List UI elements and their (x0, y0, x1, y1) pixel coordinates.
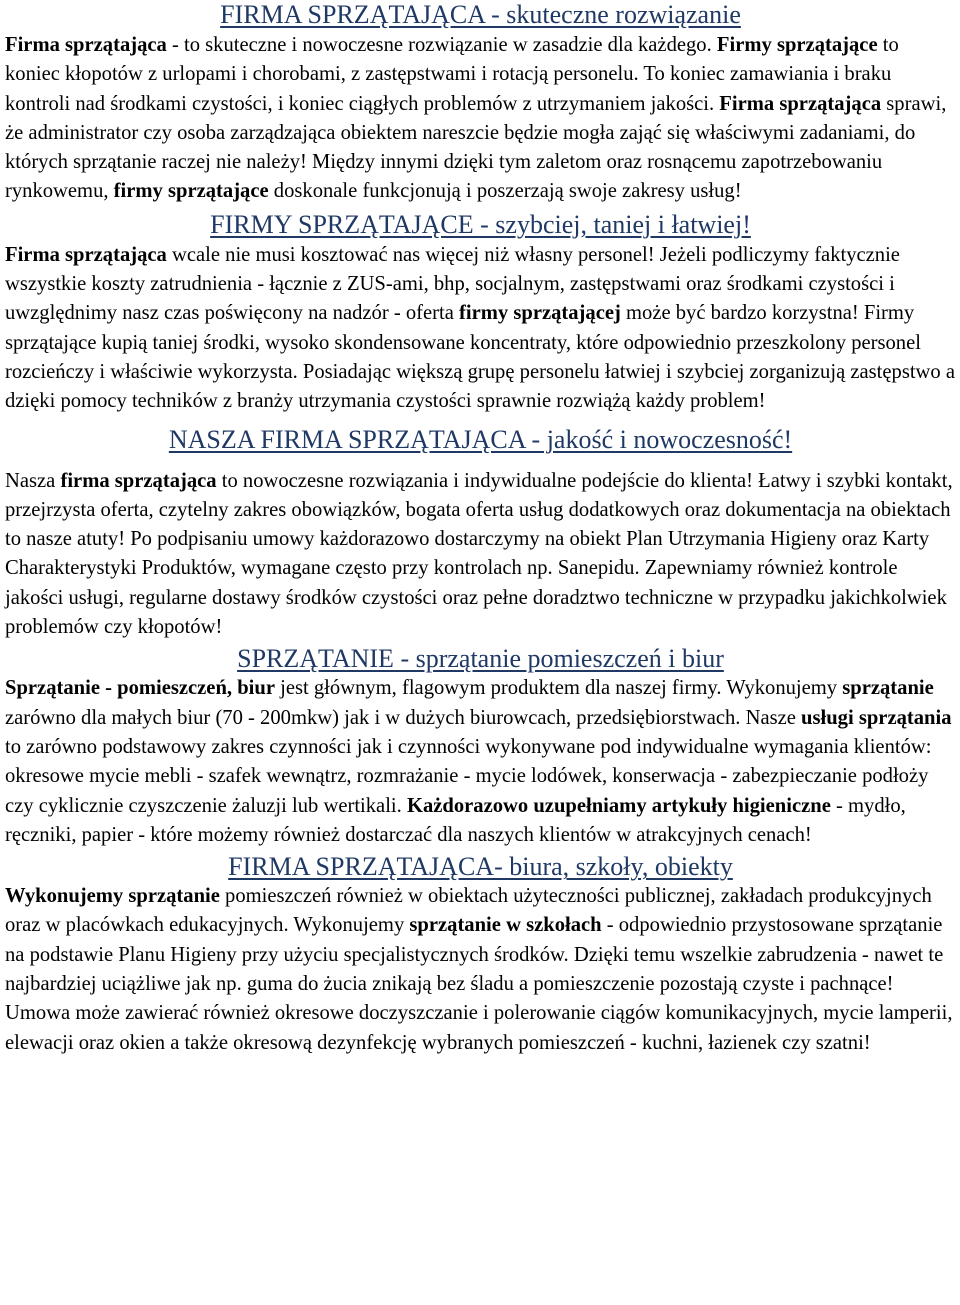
text-run-bold: Firma sprzątająca (5, 243, 167, 266)
text-run: to zarówno podstawowy zakres czynności jak i czynności wykonywane pod indywidualne wymagania klientów: okresowe mycie mebli - szafek wewnątrz, rozmrażanie - mycie lodówek, konserwacja - zabezpieczanie podłoży czy cyklicznie czyszczenie żaluzji lub wertikali. (5, 735, 932, 817)
text-run-bold: usługi sprzątania (801, 706, 952, 729)
section-paragraph (5, 241, 956, 417)
text-run-bold: Firmy sprzątające (716, 34, 878, 56)
section-sprzatanie-pomieszczen (5, 644, 956, 850)
text-run-bold: Firma sprzątająca (719, 92, 882, 115)
section-szybciej-taniej (5, 210, 956, 417)
text-run: - to skuteczne i nowoczesne rozwiązanie w zasadzie dla każdego. (166, 34, 717, 56)
text-run-bold: sprzątanie (842, 677, 934, 700)
text-run-bold: firmy sprzątającej (459, 302, 621, 325)
section-heading: FIRMY SPRZĄTAJĄCE - szybciej, taniej i łatwiej! (210, 209, 751, 239)
text-run: może być bardzo korzystna! Firmy sprzątające kupią taniej środki, wysoko skondensowane koncentraty, które odpowiednio przeszkolony personel rozcieńczy i właściwie wykorzysta. Posiadając większą grupę personelu łatwiej i szybciej zorganizują zastępstwo a dzięki pomocy techników z branży utrzymania czystości sprawnie rozwiążą każdy problem! (5, 302, 956, 413)
text-run: - mydło, ręczniki, papier - które możemy również dostarczać dla naszych klientów w atrakcyjnych cenach! (5, 794, 906, 846)
text-run: to nowoczesne rozwiązania i indywidualne podejście do klienta! Łatwy i szybki kontakt, przejrzysta oferta, czytelny zakres obowiązków, bogata oferta usług dodatkowych oraz dokumentacja na obiektach to nasze atuty! Po podpisaniu umowy każdorazowo dostarczymy na obiekt Plan Utrzymania Higieny oraz Karty Charakterystyki Produktów, wymagane często przy kontrolach np. Sanepidu. Zapewniamy również kontrole jakości usługi, regularne dostawy środków czystości oraz pełne doradztwo techniczne w przypadku jakichkolwiek problemów czy kłopotów! (5, 469, 953, 639)
section-paragraph (5, 674, 956, 850)
section-jakosc-nowoczesnosc (5, 425, 956, 643)
text-run: sprawi, że administrator czy osoba zarządzająca obiektem nareszcie będzie mogła zająć się właściwymi zadaniami, do których sprzątanie raczej nie należy! Między innymi dzięki tym zaletom oraz rosnącemu zapotrzebowaniu rynkowemu, (5, 92, 947, 203)
text-run: jest głównym, flagowym produktem dla naszej firmy. Wykonujemy (274, 677, 843, 700)
section-biura-szkoly-obiekty (5, 852, 956, 1058)
text-run: zarówno dla małych biur (70 - 200mkw) jak i w dużych biurowcach, przedsiębiorstwach. Nasze (5, 706, 802, 729)
section-skuteczne-rozwiazanie (5, 0, 956, 207)
text-run: Nasza (5, 469, 61, 492)
text-run-bold: Wykonujemy sprzątanie (5, 885, 220, 908)
text-run-bold: Sprzątanie - pomieszczeń, biur (5, 677, 275, 700)
section-heading: FIRMA SPRZĄTAJĄCA - skuteczne rozwiązanie (220, 0, 741, 29)
section-paragraph (5, 882, 956, 1058)
text-run-bold: sprzątanie w szkołach (409, 914, 602, 937)
text-run: to koniec kłopotów z urlopami i chorobami, z zastępstwami i rotacją personelu. To koniec zamawiania i braku kontroli nad środkami czystości, i koniec ciągłych problemów z utrzymaniem jakości. (5, 34, 899, 115)
text-run-bold: firma sprzątająca (60, 469, 217, 492)
section-heading: FIRMA SPRZĄTAJĄCA- biura, szkoły, obiekty (228, 852, 733, 882)
text-run-bold: Firma sprzątająca (5, 34, 167, 56)
section-paragraph (5, 31, 956, 207)
text-run: - odpowiednio przystosowane sprzątanie na podstawie Planu Higieny przy użyciu specjalistycznych środków. Dzięki temu wszelkie zabrudzenia - nawet te najbardziej uciążliwe jak np. guma do żucia znikają bez śladu a pomieszczenie pozostają czyste i pachnące! Umowa może zawierać również okresowe doczyszczanie i polerowanie ciągów komunikacyjnych, mycie lamperii, elewacji oraz okien a także okresową dezynfekcję wybranych pomieszczeń - kuchni, łazienek czy szatni! (5, 914, 953, 1054)
text-run: doskonale funkcjonują i poszerzają swoje zakresy usług! (268, 180, 742, 203)
text-run: wcale nie musi kosztować nas więcej niż własny personel! Jeżeli podliczymy faktycznie wszystkie koszty zatrudnienia - łącznie z ZUS-ami, bhp, socjalnym, zastępstwami oraz środkami czystości i uwzględnimy nasz czas poświęcony na nadzór - oferta (5, 243, 900, 325)
section-heading: SPRZĄTANIE - sprzątanie pomieszczeń i biur (237, 644, 724, 674)
section-paragraph (5, 467, 956, 643)
text-run-bold: firmy sprzątające (113, 180, 269, 203)
section-heading: NASZA FIRMA SPRZĄTAJĄCA - jakość i nowoczesność! (168, 424, 793, 454)
text-run: pomieszczeń również w obiektach użyteczności publicznej, zakładach produkcyjnych oraz w placówkach edukacyjnych. Wykonujemy (5, 885, 932, 937)
text-run-bold: Każdorazowo uzupełniamy artykuły higieniczne (406, 794, 831, 817)
